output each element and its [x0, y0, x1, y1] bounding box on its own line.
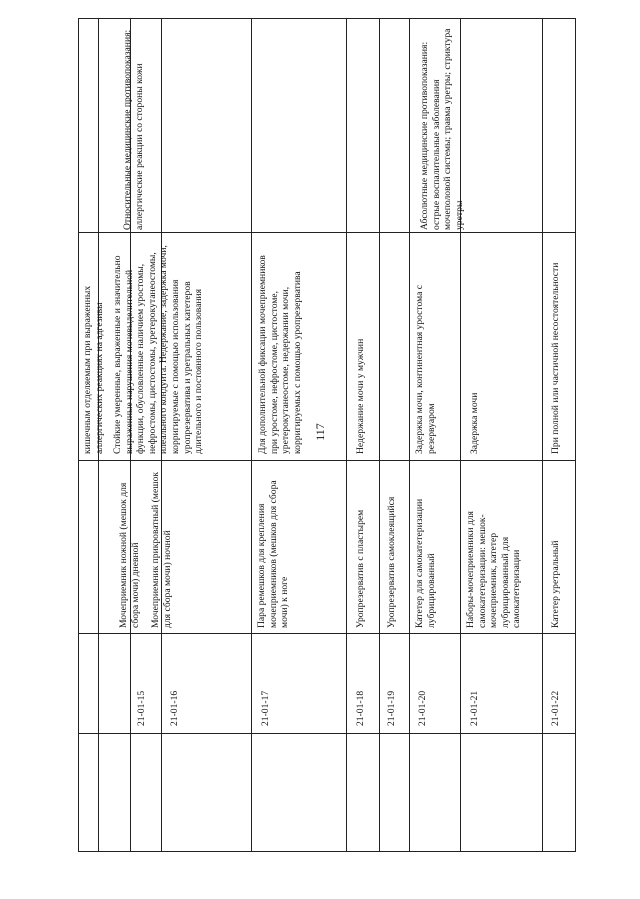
table-row	[381, 666, 407, 726]
table-border-right	[575, 18, 576, 852]
row-divider	[78, 232, 576, 233]
name-cell: Уропрезерватив самоклеящийся	[386, 496, 397, 628]
table-row	[164, 666, 193, 726]
indications-cell: Стойкие умеренные, выраженные и значительно выраженные нарушения мочевыделительной функции, обусловленные наличием уростомы, нефростомы, цистостомы, уретерокутанеостомы, илеального кондуита. Недержание, задержка мочи, корригируемые с помощью использования уропрезерватива и уретральных катетеров длительного и постоянного пользования	[112, 245, 205, 454]
code-cell: 21-01-16	[168, 690, 180, 726]
document-table	[78, 18, 576, 852]
table-row	[255, 666, 284, 726]
name-cell: Катетер для самокатетеризации лубрицированный	[414, 498, 437, 628]
column-divider	[542, 18, 543, 852]
column-divider	[346, 18, 347, 852]
name-cell: Уропрезерватив с пластырем	[355, 509, 366, 628]
table-row	[110, 238, 250, 454]
code-cell: 21-01-18	[355, 690, 366, 726]
indications-cell: Недержание мочи у мужчин	[355, 338, 366, 454]
table-row	[411, 466, 455, 628]
table-row	[131, 666, 160, 726]
table-row	[148, 466, 188, 628]
name-cell: Пара ремешков для крепления мочеприемников (мешков для сбора мочи) к ноге	[256, 480, 291, 628]
table-row	[253, 466, 313, 628]
name-cell: Катетер уретральный	[550, 540, 561, 628]
table-row	[411, 238, 455, 454]
row-divider	[78, 733, 576, 734]
table-row	[412, 666, 441, 726]
code-cell: 21-01-21	[468, 690, 480, 726]
table-row	[545, 238, 573, 454]
table-row	[545, 466, 573, 628]
name-cell: Мочеприемник прикроватный (мешок для сбора мочи) ночной	[150, 471, 173, 628]
table-row	[464, 666, 493, 726]
indications-cell: кишечным отделяемым при выраженных аллергических реакциях на адгезивы	[82, 285, 105, 454]
indications-cell: При полной или частичной несостоятельности	[550, 262, 561, 454]
code-cell: 21-01-17	[259, 690, 271, 726]
column-divider	[409, 18, 410, 852]
table-row	[464, 238, 494, 454]
table-border-top	[78, 18, 576, 19]
column-divider	[251, 18, 252, 852]
contraindications-cell: Относительные медицинские противопоказания: аллергические реакции со стороны кожи	[122, 29, 145, 230]
row-divider	[78, 460, 576, 461]
code-cell: 21-01-20	[416, 690, 428, 726]
column-divider	[379, 18, 380, 852]
table-border-left	[78, 18, 79, 852]
table-row	[350, 238, 376, 454]
table-row	[350, 466, 376, 628]
table-row	[256, 238, 344, 454]
table-row	[462, 466, 538, 628]
indications-cell: Задержка мочи, континентная уростома с резервуаром	[414, 284, 437, 454]
row-divider	[78, 633, 576, 634]
table-row	[413, 24, 513, 230]
name-cell: Мочеприемник ножной (мешок для сбора мочи) дневной	[118, 482, 141, 628]
indications-cell: Для дополнительной фиксации мочеприемников при уростоме, нефростоме, цистостоме, уретерокутанеостоме, недержании мочи, корригируемых с помощью уропрезерватива	[257, 255, 303, 454]
code-cell: 21-01-15	[135, 690, 147, 726]
indications-cell: Задержка мочи	[469, 392, 480, 454]
contraindications-cell: Абсолютные медицинские противопоказания: острые воспалительные заболевания мочеполовой системы; травма уретры; стриктура уретры	[419, 28, 465, 230]
table-row	[350, 666, 376, 726]
code-cell: 21-01-22	[550, 690, 561, 726]
page-number: 117	[313, 423, 327, 441]
table-row	[545, 666, 573, 726]
table-row	[114, 24, 174, 230]
code-cell: 21-01-19	[386, 690, 397, 726]
name-cell: Наборы-мочеприемники для самокатетеризации: мешок-мочеприемник, катетер лубрицированный для самокатетеризации	[465, 511, 523, 628]
table-row	[381, 466, 407, 628]
table-border-bottom	[78, 851, 576, 852]
